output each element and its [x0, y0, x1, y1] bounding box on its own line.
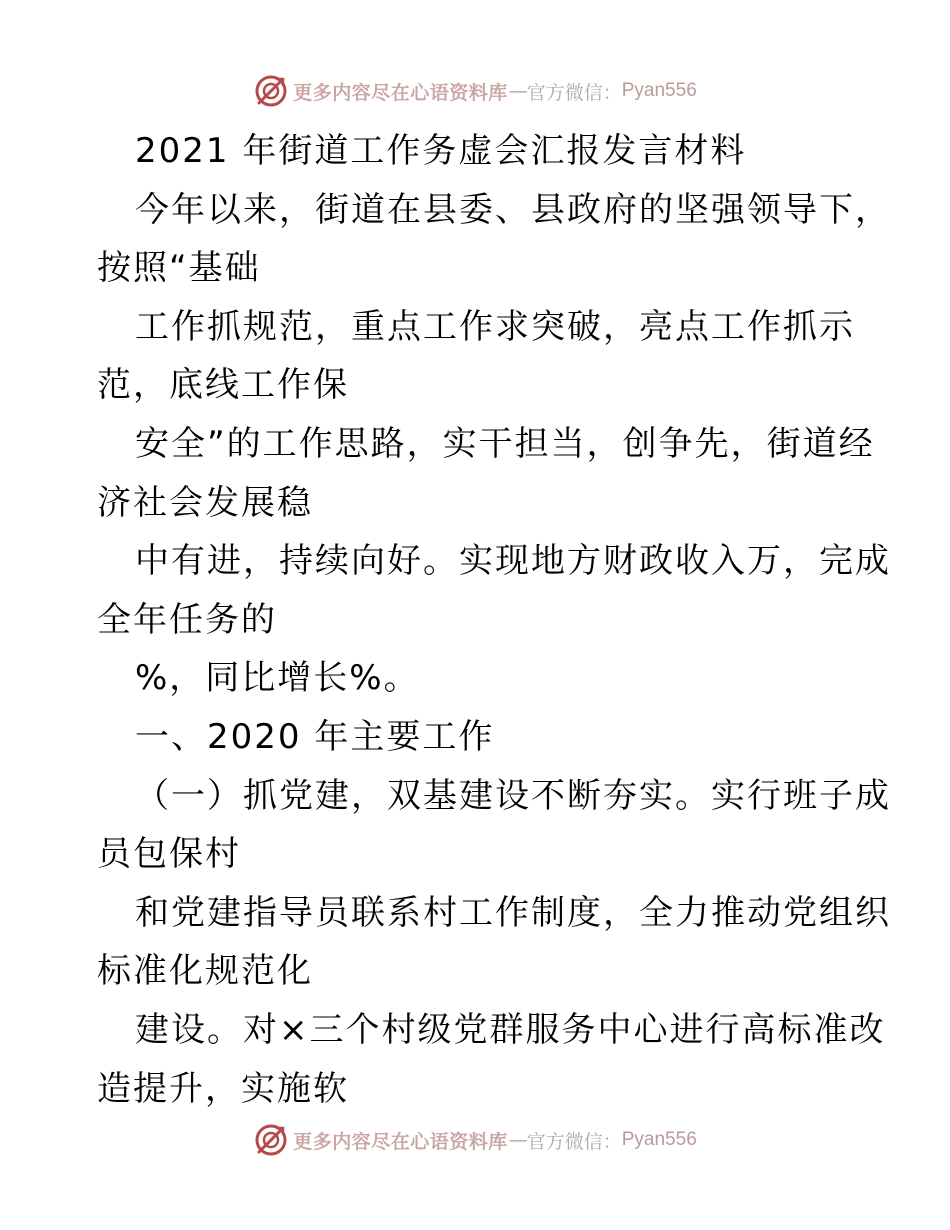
doc-line: 中有进，持续向好。实现地方财政收入万，完成: [135, 541, 891, 582]
doc-line: 全年任务的: [97, 599, 277, 640]
footer-watermark-banner: [0, 1120, 950, 1160]
document-body: [97, 122, 891, 1118]
doc-line: 员包保村: [97, 834, 241, 875]
doc-line: 按照“基础: [97, 248, 261, 289]
logo-icon: [253, 1122, 289, 1158]
doc-line: 范，底线工作保: [97, 365, 349, 406]
doc-line: 安全”的工作思路，实干担当，创争先，街道经: [135, 423, 875, 464]
doc-line: 今年以来，街道在县委、县政府的坚强领导下，: [135, 189, 891, 230]
banner-separator: —: [508, 80, 526, 102]
doc-title: 2021 年街道工作务虚会汇报发言材料: [135, 131, 747, 171]
logo-icon: [253, 73, 289, 109]
banner-wechat-label: 官方微信：: [526, 81, 622, 104]
banner-wechat-label: 官方微信：: [526, 1130, 622, 1153]
doc-line: 工作抓规范，重点工作求突破，亮点工作抓示: [135, 306, 855, 347]
banner-wechat-id: Pyan556: [621, 80, 697, 101]
subsection-heading: （一）抓党建，双基建设不断夯实。实行班子成: [135, 775, 891, 816]
banner-site-text: 更多内容尽在心语资料库: [293, 81, 508, 104]
section-heading: 一、2020 年主要工作: [135, 716, 495, 757]
doc-line: 造提升，实施软: [97, 1068, 349, 1109]
doc-line: 标准化规范化: [97, 951, 313, 992]
doc-line: %，同比增长%。: [135, 658, 420, 699]
banner-separator: —: [508, 1129, 526, 1151]
doc-line: 济社会发展稳: [97, 482, 313, 523]
banner-wechat-id: Pyan556: [621, 1129, 697, 1150]
doc-line: 建设。对×三个村级党群服务中心进行高标准改: [135, 1009, 886, 1050]
banner-site-text: 更多内容尽在心语资料库: [293, 1130, 508, 1153]
doc-line: 和党建指导员联系村工作制度，全力推动党组织: [135, 892, 891, 933]
header-watermark-banner: [0, 71, 950, 111]
